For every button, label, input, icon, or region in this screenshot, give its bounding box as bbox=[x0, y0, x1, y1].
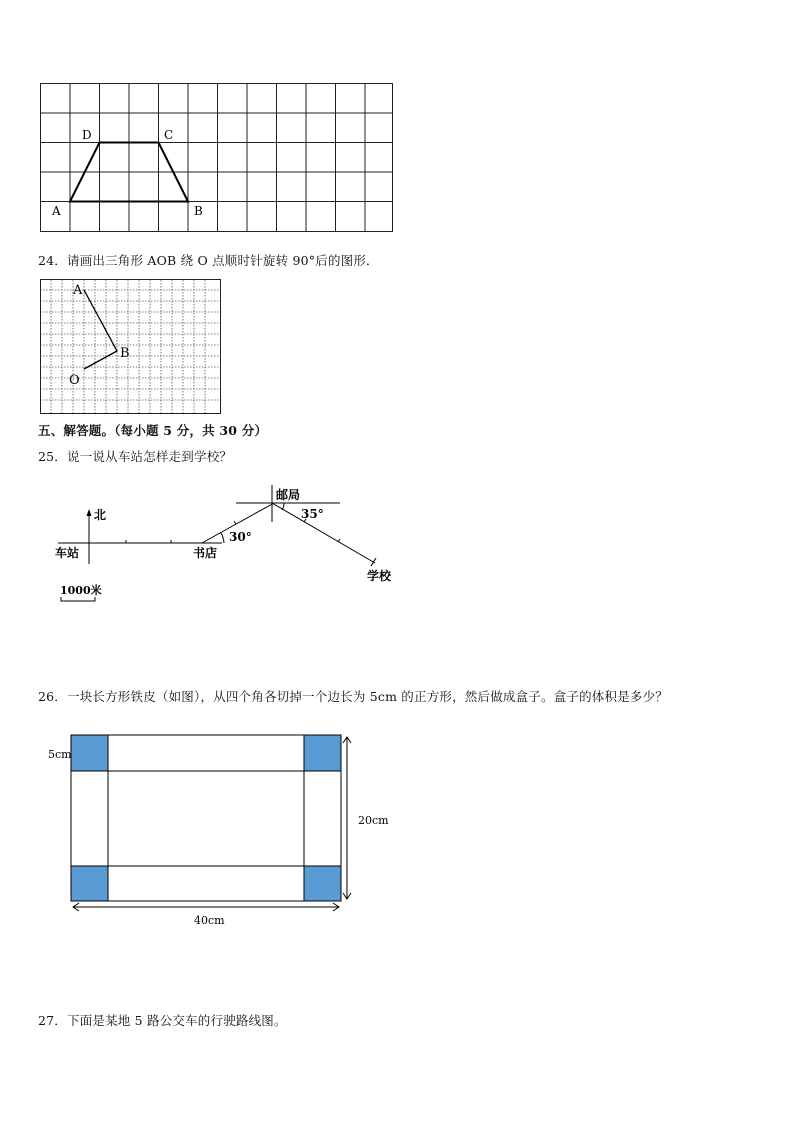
route-map-figure bbox=[50, 480, 410, 610]
section-5-title: 五、解答题。（每小题 5 分，共 30 分） bbox=[38, 423, 268, 438]
width-label: 40cm bbox=[194, 914, 225, 927]
corner-square-bottom-left bbox=[71, 866, 108, 901]
height-label: 20cm bbox=[358, 814, 389, 827]
question-27-text: 27．下面是某地 5 路公交车的行驶路线图。 bbox=[38, 1013, 287, 1028]
question-25-text: 25．说一说从车站怎样走到学校？ bbox=[38, 449, 233, 464]
question-26-text: 26．一块长方形铁皮（如图），从四个角各切掉一个边长为 5cm 的正方形，然后做成盒子。盒子的体积是多少？ bbox=[38, 689, 669, 704]
sheet-metal-figure bbox=[40, 728, 400, 933]
school-label: 学校 bbox=[367, 569, 392, 583]
north-arrow-icon bbox=[87, 509, 92, 564]
corner-square-top-left bbox=[71, 735, 108, 771]
post-office-label: 邮局 bbox=[276, 488, 301, 502]
triangle-aob bbox=[84, 290, 117, 369]
corner-square-top-right bbox=[304, 735, 341, 771]
corner-square-bottom-right bbox=[304, 866, 341, 901]
grid bbox=[41, 84, 393, 232]
scale-bar bbox=[61, 597, 95, 601]
scale-label: 1000米 bbox=[60, 584, 102, 597]
label-a: A bbox=[52, 204, 61, 218]
angle-35-label: 35° bbox=[301, 507, 324, 521]
label-o: O bbox=[69, 373, 80, 388]
station-label: 车站 bbox=[55, 546, 80, 560]
rotation-grid-figure bbox=[38, 278, 224, 418]
corner-size-label: 5cm bbox=[48, 748, 72, 761]
dotted-grid bbox=[40, 280, 220, 413]
question-24-text: 24．请画出三角形 AOB 绕 O 点顺时针旋转 90°后的图形． bbox=[38, 253, 379, 268]
trapezoid-grid-figure bbox=[38, 82, 398, 236]
label-b: B bbox=[194, 204, 203, 218]
bookstore-label: 书店 bbox=[193, 546, 218, 560]
label-c: C bbox=[164, 128, 174, 142]
label-b: B bbox=[120, 346, 130, 361]
sheet-outline bbox=[71, 735, 341, 901]
label-d: D bbox=[82, 128, 92, 142]
label-a: A bbox=[73, 283, 83, 298]
north-label: 北 bbox=[94, 508, 107, 522]
angle-30-label: 30° bbox=[229, 530, 252, 544]
